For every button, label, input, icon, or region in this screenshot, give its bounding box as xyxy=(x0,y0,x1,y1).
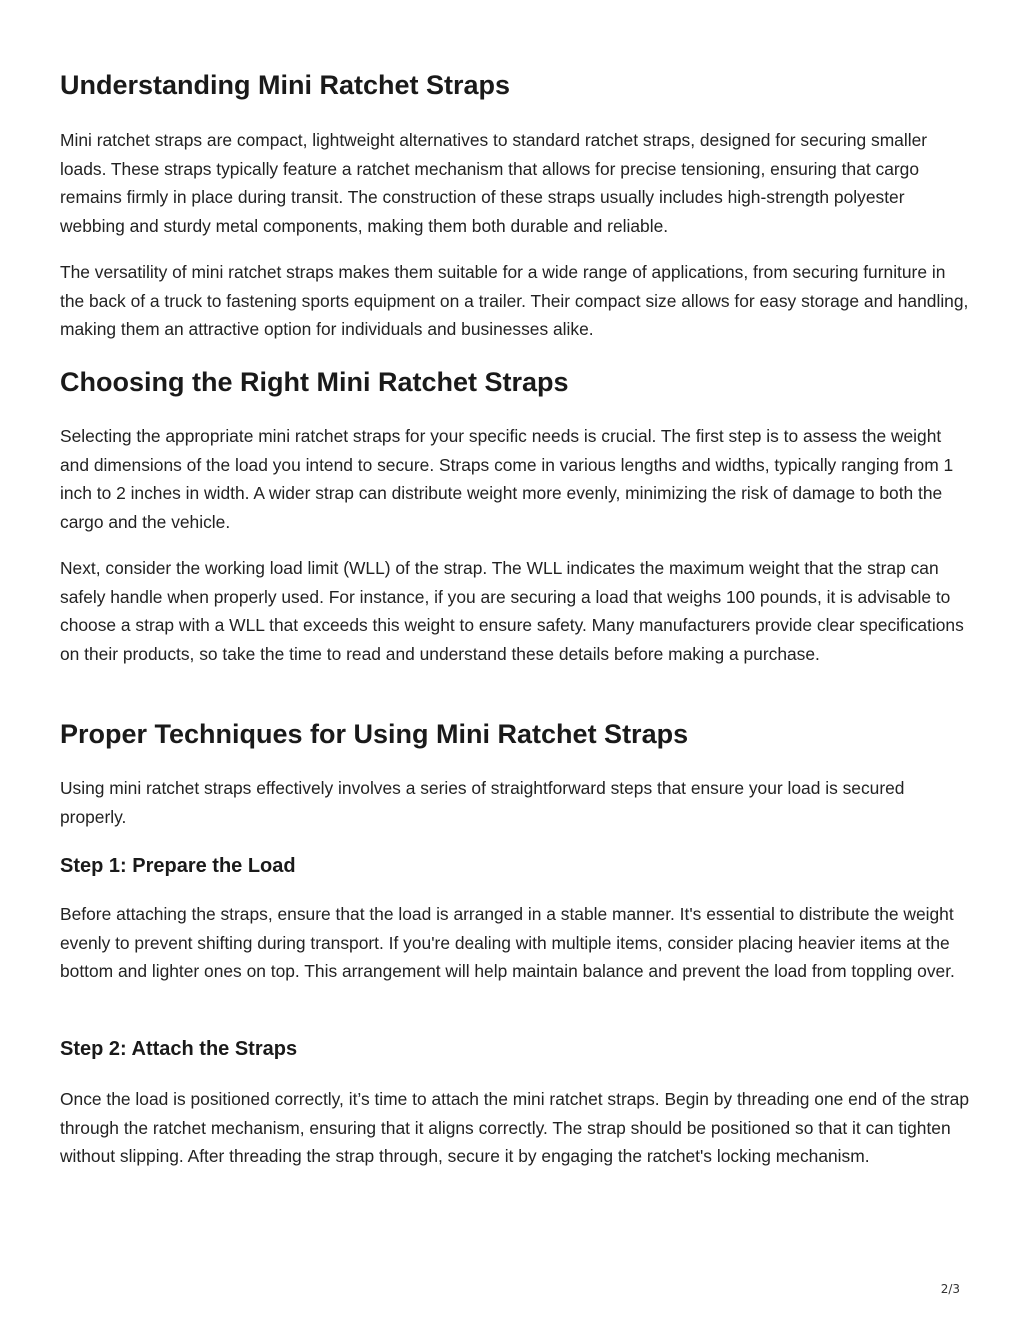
step-heading-1: Step 1: Prepare the Load xyxy=(60,855,296,877)
paragraph-choosing-1: Selecting the appropriate mini ratchet straps for your specific needs is crucial. The first step is to assess the weight and dimensions of the load you intend to secure. Straps come in various lengths and widths, typically ranging from 1 inch to 2 inches in width. A wider strap can distribute weight more evenly, minimizing the risk of damage to both the cargo and the vehicle. xyxy=(60,426,954,532)
paragraph-choosing-2: Next, consider the working load limit (WLL) of the strap. The WLL indicates the maximum weight that the strap can safely handle when properly used. For instance, if you are securing a load that weighs 100 pounds, it is advisable to choose a strap with a WLL that exceeds this weight to ensure safety. Many manufacturers provide clear specifications on their products, so take the time to read and understand these details before making a purchase. xyxy=(60,558,964,664)
step-paragraph-1: Before attaching the straps, ensure that the load is arranged in a stable manner. It's essential to distribute the weight evenly to prevent shifting during transport. If you're dealing with multiple items, consider placing heavier items at the bottom and lighter ones on top. This arrangement will help maintain balance and prevent the load from toppling over. xyxy=(60,904,955,981)
paragraph-understanding-1: Mini ratchet straps are compact, lightweight alternatives to standard ratchet straps, designed for securing smaller loads. These straps typically feature a ratchet mechanism that allows for precise tensioning, ensuring that cargo remains firmly in place during transit. The construction of these straps usually includes high-strength polyester webbing and sturdy metal components, making them both durable and reliable. xyxy=(60,130,928,236)
page-number: 2/3 xyxy=(940,1282,960,1296)
section-heading-choosing: Choosing the Right Mini Ratchet Straps xyxy=(60,367,569,397)
section-heading-understanding: Understanding Mini Ratchet Straps xyxy=(60,70,511,100)
section-heading-techniques: Proper Techniques for Using Mini Ratchet Straps xyxy=(60,719,689,749)
step-paragraph-2: Once the load is positioned correctly, it’s time to attach the mini ratchet straps. Begin by threading one end of the strap through the ratchet mechanism, ensuring that it aligns correctly. The strap should be positioned so that it can tighten without slipping. After threading the strap through, secure it by engaging the ratchet's locking mechanism. xyxy=(60,1089,969,1166)
step-heading-2: Step 2: Attach the Straps xyxy=(60,1038,298,1060)
paragraph-understanding-2: The versatility of mini ratchet straps makes them suitable for a wide range of applications, from securing furniture in the back of a truck to fastening sports equipment on a trailer. Their compact size allows for easy storage and handling, making them an attractive option for individuals and businesses alike. xyxy=(60,262,969,339)
paragraph-techniques-intro: Using mini ratchet straps effectively involves a series of straightforward steps that ensure your load is secured properly. xyxy=(60,778,905,827)
